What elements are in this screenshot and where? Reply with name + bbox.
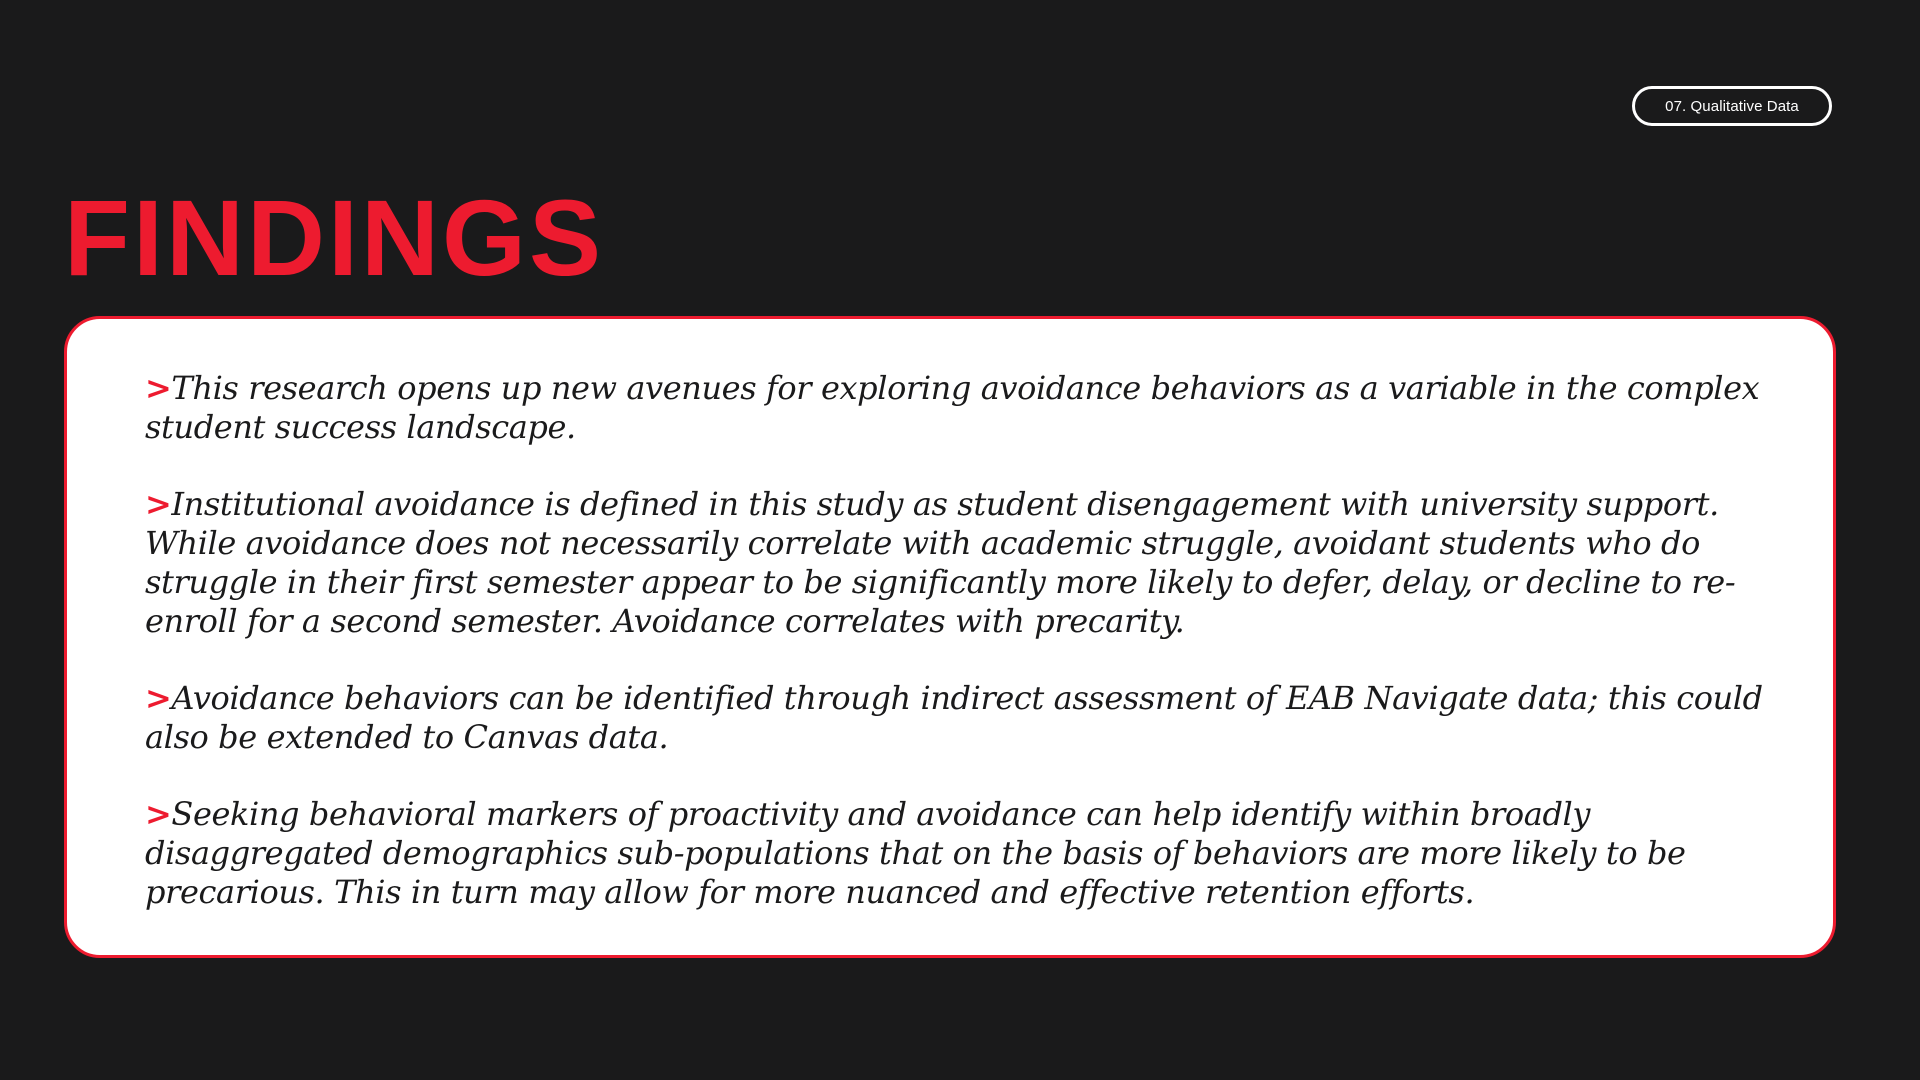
finding-text: Institutional avoidance is defined in this study as student disengagement with university support. While avoidance does not necessarily correlate with academic struggle, avoidant students who do struggle in their first semester appear to be significantly more likely to defer, delay, or decline to re-enroll for a second semester. Avoidance correlates with precarity. [145, 485, 1736, 640]
bullet-marker: > [145, 485, 172, 523]
finding-item [145, 795, 1805, 912]
finding-text: This research opens up new avenues for exploring avoidance behaviors as a variable in the complex student success landscape. [145, 369, 1760, 446]
findings-list [145, 369, 1805, 950]
finding-item [145, 369, 1805, 447]
findings-card [64, 316, 1836, 958]
finding-text: Seeking behavioral markers of proactivity and avoidance can help identify within broadly disaggregated demographics sub-populations that on the basis of behaviors are more likely to be precarious. This in turn may allow for more nuanced and effective retention efforts. [145, 795, 1686, 911]
finding-item [145, 679, 1805, 757]
bullet-marker: > [145, 795, 172, 833]
page-title: FINDINGS [64, 177, 605, 298]
finding-text: Avoidance behaviors can be identified through indirect assessment of EAB Navigate data; this could also be extended to Canvas data. [145, 679, 1763, 756]
section-label-pill [1632, 86, 1832, 126]
bullet-marker: > [145, 679, 172, 717]
finding-item [145, 485, 1805, 641]
bullet-marker: > [145, 369, 172, 407]
section-label: 07. Qualitative Data [1665, 97, 1799, 115]
